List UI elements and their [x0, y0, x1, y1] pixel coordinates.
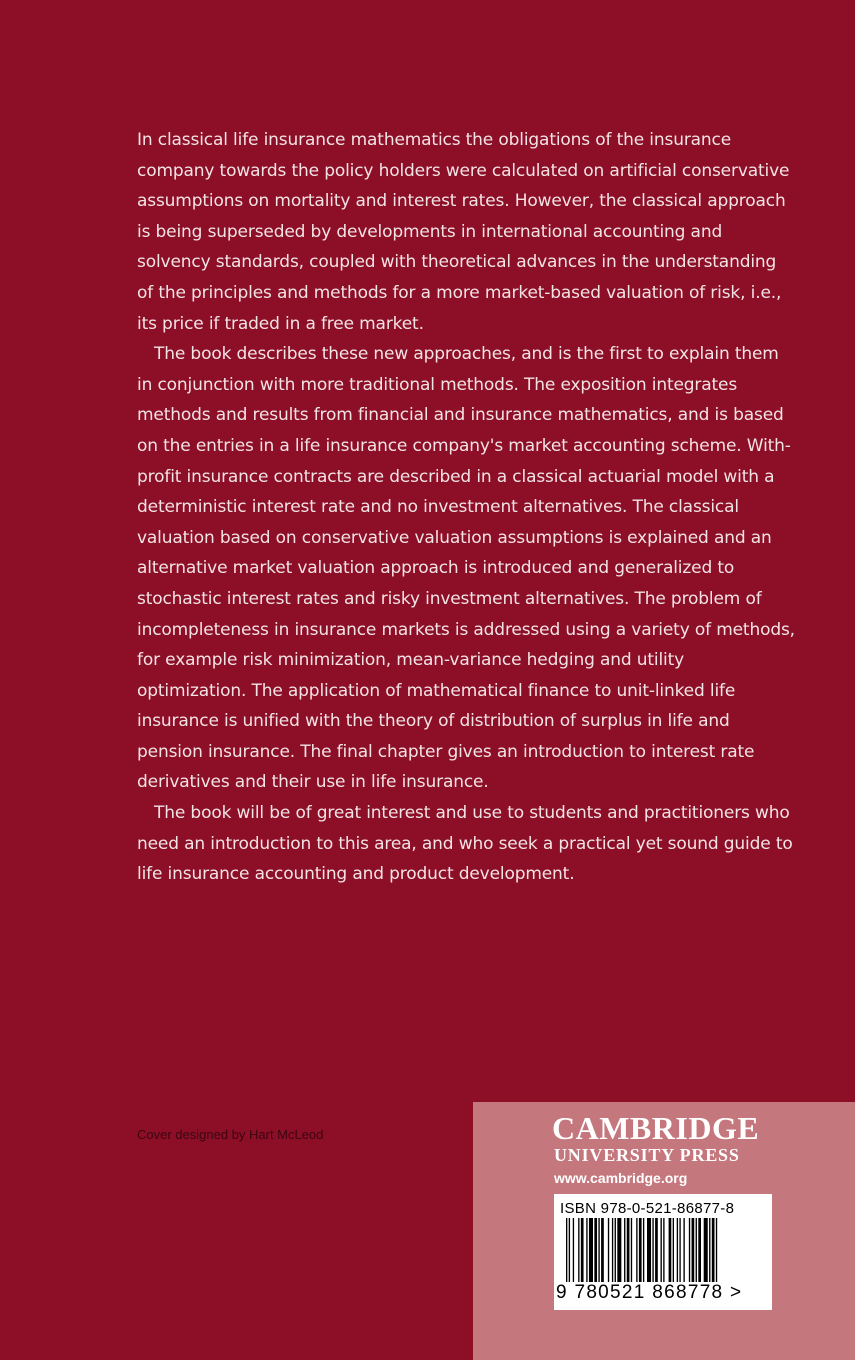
barcode-bar	[716, 1218, 717, 1282]
isbn-label: ISBN 978-0-521-86877-8	[560, 1200, 735, 1217]
barcode-bar	[679, 1218, 680, 1282]
barcode-bar	[677, 1218, 678, 1282]
barcode-bar	[586, 1218, 587, 1282]
barcode-bar	[569, 1218, 570, 1282]
back-cover-blurb	[137, 125, 797, 890]
barcode-bar	[601, 1218, 604, 1282]
barcode-bar	[661, 1218, 662, 1282]
publisher-logo-subtitle: UNIVERSITY PRESS	[554, 1145, 740, 1165]
barcode-bar	[669, 1218, 672, 1282]
barcode-bar	[598, 1218, 599, 1282]
barcode-digits: 9 780521 868778 >	[556, 1282, 743, 1303]
publisher-website: www.cambridge.org	[554, 1170, 688, 1186]
barcode-bar	[709, 1218, 710, 1282]
barcode-bar	[696, 1218, 697, 1282]
barcode-bar	[615, 1218, 616, 1282]
barcode-bar	[655, 1218, 658, 1282]
barcode-bar	[566, 1218, 567, 1282]
barcode-bar	[647, 1218, 651, 1282]
barcode-bar	[643, 1218, 644, 1282]
barcode-bar	[608, 1218, 609, 1282]
barcode-bar	[636, 1218, 637, 1282]
barcode-bar	[704, 1218, 708, 1282]
blurb-paragraph-3: The book will be of great interest and use to students and practitioners who need an introduction to this area, and who seek a practical yet sound guide to life insurance accounting and product development.	[137, 803, 793, 885]
barcode-bar	[712, 1218, 715, 1282]
barcode-bar	[689, 1218, 690, 1282]
barcode-bar	[692, 1218, 695, 1282]
barcode-bar	[627, 1218, 630, 1282]
barcode-bar	[631, 1218, 632, 1282]
barcode-bar	[573, 1218, 574, 1282]
barcode-bar	[683, 1218, 684, 1282]
barcode-bar	[578, 1218, 579, 1282]
barcode-bar	[589, 1218, 593, 1282]
barcode-bar	[639, 1218, 642, 1282]
barcode-bar	[698, 1218, 701, 1282]
barcode-bar	[652, 1218, 653, 1282]
barcode-bar	[673, 1218, 674, 1282]
barcode-bar	[581, 1218, 584, 1282]
barcode-bar	[624, 1218, 625, 1282]
barcode-bar	[663, 1218, 664, 1282]
barcode-bar	[617, 1218, 621, 1282]
barcode-bars	[566, 1218, 762, 1282]
barcode-bar	[594, 1218, 597, 1282]
blurb-paragraph-1: In classical life insurance mathematics the obligations of the insurance company towards the policy holders were calculated on artificial conservative assumptions on mortality and interest rates. However, the classical approach is being superseded by developments in international accounting and solvency standards, coupled with theoretical advances in the understanding of the principles and methods for a more market-based valuation of risk, i.e., its price if traded in a free market.	[137, 130, 790, 334]
publisher-logo-name: CAMBRIDGE	[552, 1110, 760, 1146]
isbn-barcode-card	[554, 1194, 772, 1310]
blurb-paragraph-2: The book describes these new approaches, and is the first to explain them in conjunction with more traditional methods. The exposition integrates methods and results from financial and insurance mathematics, and is based on the entries in a life insurance company's market accounting scheme. With-profit insurance contracts are described in a classical actuarial model with a deterministic interest rate and no investment alternatives. The classical valuation based on conservative valuation assumptions is explained and an alternative market valuation approach is introduced and generalized to stochastic interest rates and risky investment alternatives. The problem of incompleteness in insurance markets is addressed using a variety of methods, for example risk minimization, mean-variance hedging and utility optimization. The application of mathematical finance to unit-linked life insurance is unified with the theory of distribution of surplus in life and pension insurance. The final chapter gives an introduction to interest rate derivatives and their use in life insurance.	[137, 344, 795, 793]
cover-design-credit: Cover designed by Hart McLeod	[137, 1127, 324, 1142]
barcode-bar	[612, 1218, 613, 1282]
publisher-panel	[473, 1102, 855, 1360]
